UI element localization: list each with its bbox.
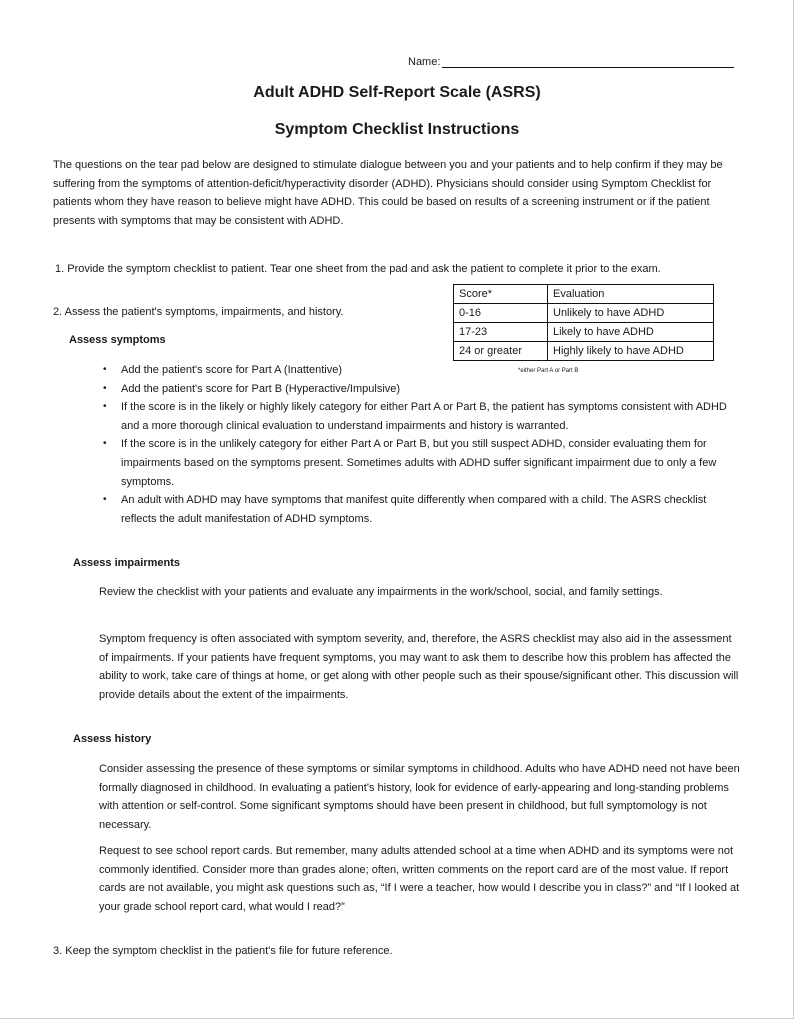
assess-symptoms-heading: Assess symptoms bbox=[69, 334, 166, 346]
table-footnote: *either Part A or Part B bbox=[518, 368, 579, 374]
table-header-score: Score* bbox=[454, 285, 548, 304]
step-1-text: 1. Provide the symptom checklist to patient. Tear one sheet from the pad and ask the patient to complete it prior to the exam. bbox=[55, 263, 661, 275]
intro-paragraph: The questions on the tear pad below are designed to stimulate dialogue between you and your patients and to help confirm if they may be suffering from the symptoms of attention-deficit/hyperactivity disorder (ADHD). Physicians should consider using Symptom Checklist for patients whom they have reason to believe might have ADHD. This could be based on results of a screening instrument or if the patient presents with symptoms that may be consistent with ADHD. bbox=[53, 159, 723, 227]
list-item-text: An adult with ADHD may have symptoms that manifest quite differently when compared with a child. The ASRS checklist reflects the adult manifestation of ADHD symptoms. bbox=[121, 494, 707, 525]
list-item-text: If the score is in the unlikely category for either Part A or Part B, but you still suspect ADHD, consider evaluating them for impairments based on the symptoms present. Sometimes adults with ADHD suffer significant impairment due to only a few symptoms. bbox=[121, 438, 717, 488]
name-field-row bbox=[408, 54, 734, 68]
table-cell-score: 24 or greater bbox=[454, 342, 548, 361]
name-blank-line bbox=[442, 54, 734, 68]
document-title: Adult ADHD Self-Report Scale (ASRS) bbox=[253, 84, 541, 101]
list-item-text: Add the patient's score for Part B (Hyperactive/Impulsive) bbox=[121, 382, 401, 395]
bullet-icon: • bbox=[103, 364, 107, 375]
impairments-paragraph-2: Symptom frequency is often associated with symptom severity, and, therefore, the ASRS checklist may also aid in the assessment of impairments. If your patients have frequent symptoms, you may want to ask them to describe how this problem has affected the ability to work, take care of things at home, or get along with other people such as their spouse/significant other. This discussion will provide details about the extent of the impairments. bbox=[99, 633, 739, 701]
bullet-icon: • bbox=[103, 494, 107, 506]
table-row bbox=[454, 304, 714, 323]
bullet-icon: • bbox=[103, 401, 107, 413]
list-item bbox=[103, 491, 743, 528]
bullet-icon: • bbox=[103, 438, 107, 450]
table-cell-evaluation: Highly likely to have ADHD bbox=[548, 342, 714, 361]
assess-impairments-heading: Assess impairments bbox=[73, 557, 180, 569]
assess-history-heading: Assess history bbox=[73, 733, 152, 745]
table-row bbox=[454, 323, 714, 342]
table-cell-score: 17-23 bbox=[454, 323, 548, 342]
step-3-text: 3. Keep the symptom checklist in the patient's file for future reference. bbox=[53, 945, 393, 957]
step-2-text: 2. Assess the patient's symptoms, impairments, and history. bbox=[53, 306, 344, 318]
table-header-row bbox=[454, 285, 714, 304]
list-item-text: If the score is in the likely or highly likely category for either Part A or Part B, the patient has symptoms consistent with ADHD and a more thorough clinical evaluation to understand impairments and history is warranted. bbox=[121, 401, 727, 432]
symptoms-bullet-list bbox=[103, 361, 743, 528]
list-item bbox=[103, 380, 743, 399]
history-paragraph-1: Consider assessing the presence of these symptoms or similar symptoms in childhood. Adults who have ADHD need not have been formally diagnosed in childhood. In evaluating a patient's history, look for evidence of early-appearing and long-standing problems with attention or self-control. Some significant symptoms should have been present in childhood, but full symptomology is not necessary. bbox=[99, 763, 740, 831]
document-subtitle: Symptom Checklist Instructions bbox=[274, 121, 520, 138]
table-cell-evaluation: Unlikely to have ADHD bbox=[548, 304, 714, 323]
table-row bbox=[454, 342, 714, 361]
table-header-evaluation: Evaluation bbox=[548, 285, 714, 304]
list-item bbox=[103, 398, 743, 435]
bullet-icon: • bbox=[103, 382, 107, 394]
impairments-paragraph-1: Review the checklist with your patients and evaluate any impairments in the work/school, social, and family settings. bbox=[99, 586, 663, 598]
score-evaluation-table bbox=[453, 284, 714, 361]
list-item bbox=[103, 435, 743, 491]
table-cell-evaluation: Likely to have ADHD bbox=[548, 323, 714, 342]
history-paragraph-2: Request to see school report cards. But remember, many adults attended school at a time when ADHD and its symptoms were not commonly identified. Consider more than grades alone; often, written comments on the report card are of the most value. If report cards are not available, you might ask questions such as, “If I were a teacher, how would I describe you in class?” and “If I looked at your grade school report card, what would I read?” bbox=[99, 845, 740, 913]
list-item-text: Add the patient's score for Part A (Inattentive) bbox=[121, 364, 342, 376]
list-item bbox=[103, 361, 743, 380]
name-label: Name: bbox=[408, 56, 441, 68]
table-cell-score: 0-16 bbox=[454, 304, 548, 323]
